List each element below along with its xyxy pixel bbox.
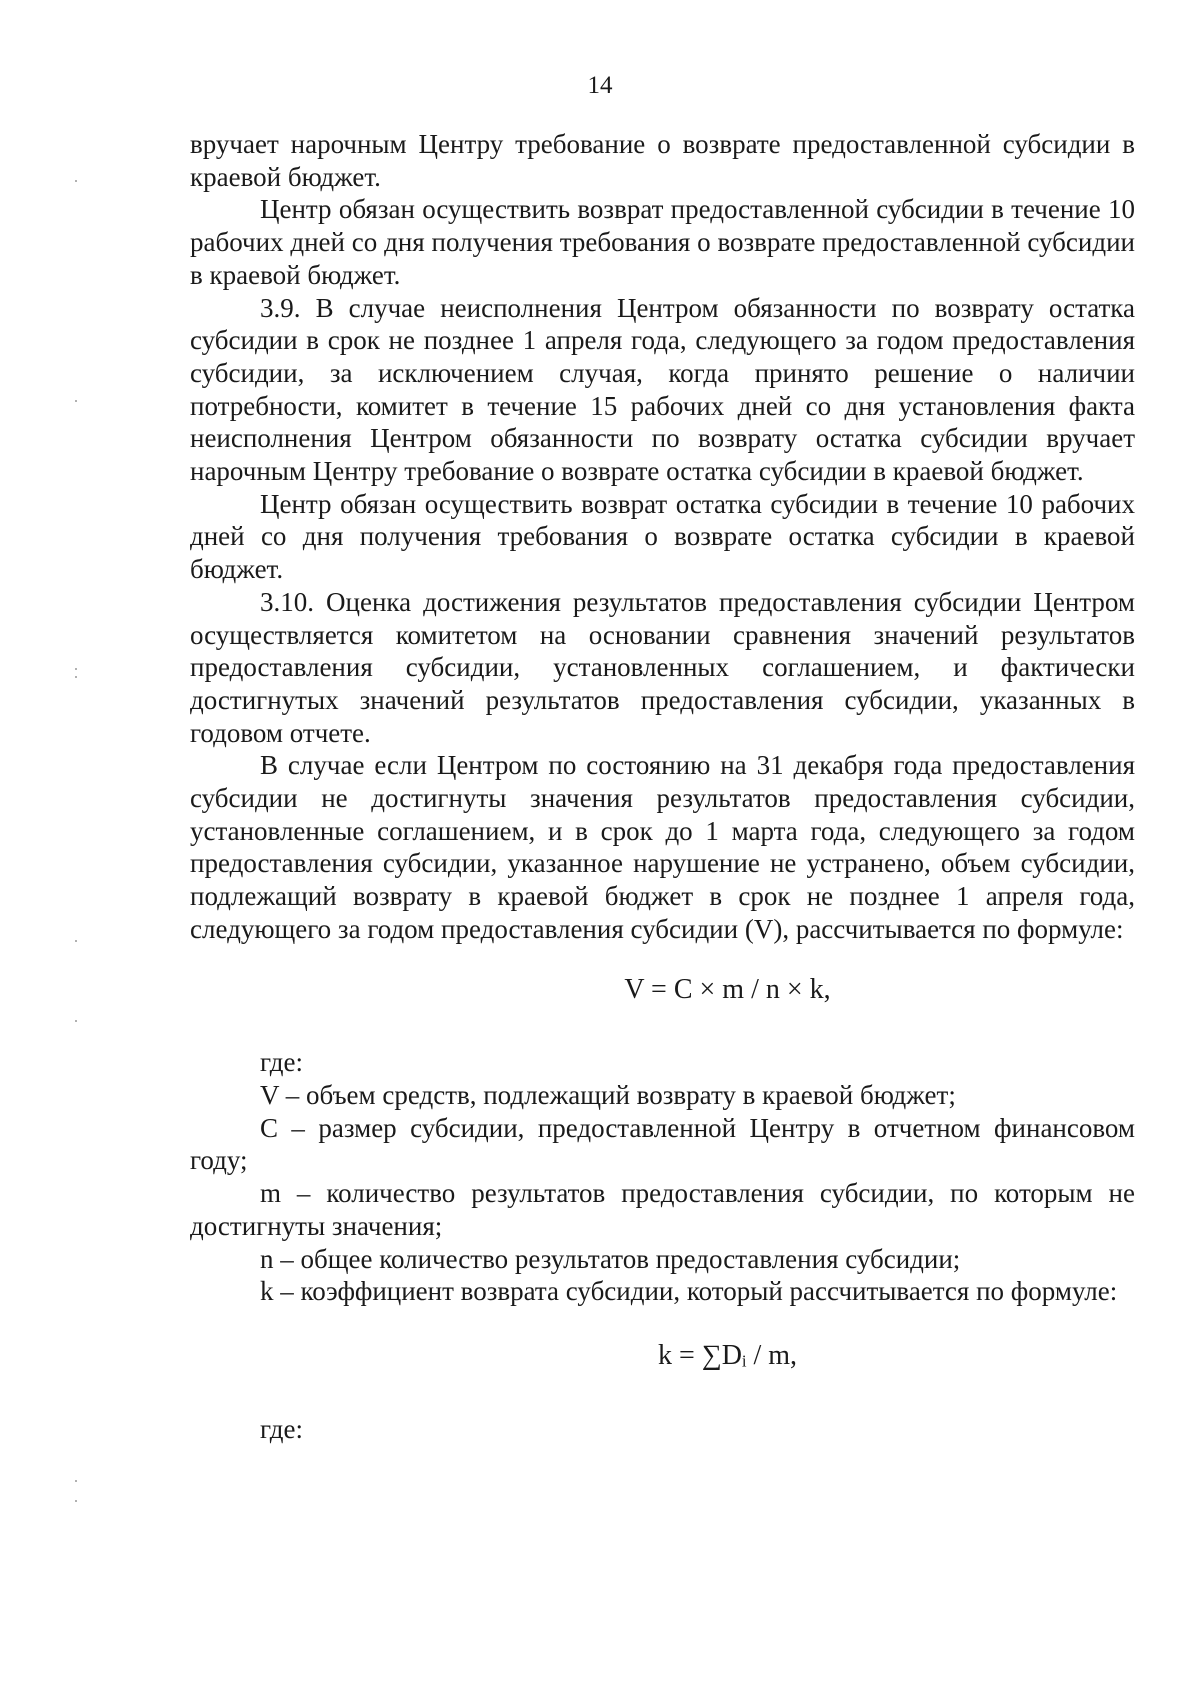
scan-dot [75, 1480, 77, 1482]
scan-dot [75, 180, 77, 182]
formula-v: V = C × m / n × k, [624, 973, 831, 1005]
definition-v: V – объем средств, подлежащий возврату в краевой бюджет; [260, 1079, 956, 1110]
where-label: где: [260, 1047, 303, 1078]
definition-k: k – коэффициент возврата субсидии, который рассчитывается по формуле: [260, 1276, 1118, 1307]
where-label-2: где: [260, 1413, 303, 1444]
paragraph-return-obligation: Центр обязан осуществить возврат предоставленной субсидии в течение 10 рабочих дней со дня получения требования о возврате предоставленной субсидии в краевой бюджет. [190, 194, 1135, 290]
definition-n: n – общее количество результатов предоставления субсидии; [260, 1243, 961, 1274]
paragraph-continuation: вручает нарочным Центру требование о возврате предоставленной субсидии в краевой бюджет. [190, 129, 1135, 192]
paragraph-3-10: 3.10. Оценка достижения результатов предоставления субсидии Центром осуществляется комитетом на основании сравнения значений результатов предоставления субсидии, установленных соглашением, и фактически достигнутых значений результатов предоставления субсидии, указанных в годовом отчете. [190, 586, 1135, 748]
scan-dot [75, 668, 77, 670]
page-number: 14 [587, 72, 613, 99]
scan-dot [75, 1500, 77, 1502]
document-body [190, 128, 1135, 1445]
paragraph-3-9: 3.9. В случае неисполнения Центром обязанности по возврату остатка субсидии в срок не позднее 1 апреля года, следующего за годом предоставления субсидии, за исключением случая, когда принято решение о наличии потребности, комитет в течение 15 рабочих дней со дня установления факта неисполнения Центром обязанности по возврату остатка субсидии вручает нарочным Центру требование о возврате остатка субсидии в краевой бюджет. [190, 292, 1135, 487]
scan-dot [75, 940, 77, 942]
paragraph-not-achieved: В случае если Центром по состоянию на 31 декабря года предоставления субсидии не достигнуты значения результатов предоставления субсидии, установленные соглашением, и в срок до 1 марта года, следующего за годом предоставления субсидии, указанное нарушение не устранено, объем субсидии, подлежащий возврату в краевой бюджет в срок не позднее 1 апреля года, следующего за годом предоставления субсидии (V), рассчитывается по формуле: [190, 750, 1135, 944]
definition-c: C – размер субсидии, предоставленной Центру в отчетном финансовом году; [190, 1112, 1135, 1176]
definition-m: m – количество результатов предоставления субсидии, по которым не достигнуты значения; [190, 1178, 1135, 1241]
paragraph-remainder-return: Центр обязан осуществить возврат остатка субсидии в течение 10 рабочих дней со дня получения требования о возврате остатка субсидии в краевой бюджет. [190, 488, 1135, 585]
formula-k: k = ∑Dᵢ / m, [657, 1339, 798, 1371]
scan-dot [75, 1020, 77, 1022]
scan-dot [75, 676, 77, 678]
scan-dot [75, 400, 77, 402]
